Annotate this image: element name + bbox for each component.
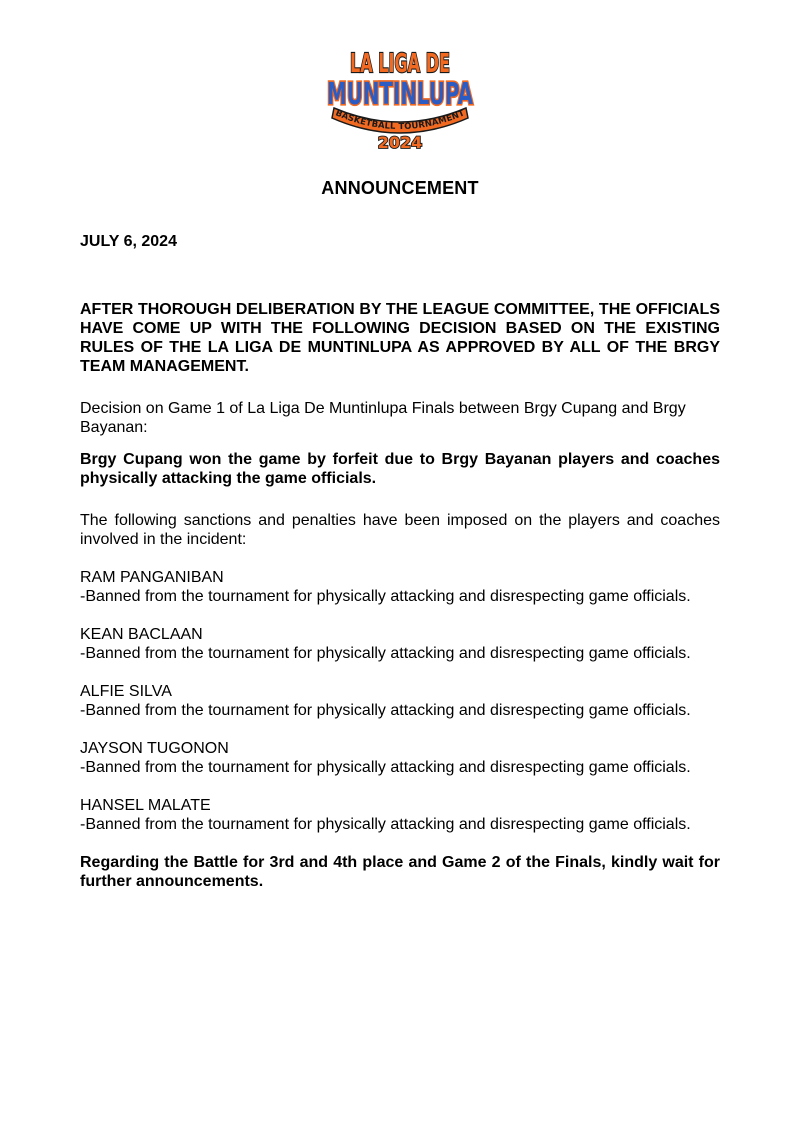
announcement-date: JULY 6, 2024: [80, 233, 177, 250]
sanction-entry: [80, 739, 720, 777]
announcement-title: ANNOUNCEMENT: [321, 178, 479, 198]
sanction-entry: [80, 682, 720, 720]
player-name: ALFIE SILVA: [80, 683, 172, 700]
announcement-body: [80, 232, 720, 891]
decision-intro: Decision on Game 1 of La Liga De Muntinlupa Finals between Brgy Cupang and Brgy Bayanan:: [80, 400, 686, 436]
player-penalty: -Banned from the tournament for physically attacking and disrespecting game officials.: [80, 702, 691, 719]
player-penalty: -Banned from the tournament for physically attacking and disrespecting game officials.: [80, 645, 691, 662]
player-name: KEAN BACLAAN: [80, 626, 203, 643]
player-name: JAYSON TUGONON: [80, 740, 229, 757]
decision-statement: Brgy Cupang won the game by forfeit due to Brgy Bayanan players and coaches physically attacking the game officials.: [80, 451, 720, 487]
player-penalty: -Banned from the tournament for physically attacking and disrespecting game officials.: [80, 588, 691, 605]
sanction-entry: [80, 796, 720, 834]
sanction-entry: [80, 568, 720, 606]
svg-text:MUNTINLUPA: MUNTINLUPA: [327, 77, 474, 112]
svg-text:2024: 2024: [377, 133, 423, 152]
svg-text:BASKETBALL TOURNAMENT: BASKETBALL TOURNAMENT: [333, 108, 467, 133]
committee-preamble: AFTER THOROUGH DELIBERATION BY THE LEAGUE COMMITTEE, THE OFFICIALS HAVE COME UP WITH THE FOLLOWING DECISION BASED ON THE EXISTING RULES OF THE LA LIGA DE MUNTINLUPA AS APPROVED BY ALL OF THE BRGY TEAM MANAGEMENT.: [80, 301, 720, 375]
league-logo: [322, 44, 478, 154]
sanctions-intro: The following sanctions and penalties have been imposed on the players and coaches involved in the incident:: [80, 512, 720, 548]
player-penalty: -Banned from the tournament for physically attacking and disrespecting game officials.: [80, 816, 691, 833]
player-penalty: -Banned from the tournament for physically attacking and disrespecting game officials.: [80, 759, 691, 776]
svg-text:LA LIGA DE: LA LIGA DE: [350, 49, 450, 79]
player-name: HANSEL MALATE: [80, 797, 211, 814]
player-name: RAM PANGANIBAN: [80, 569, 224, 586]
sanction-entry: [80, 625, 720, 663]
closing-note: Regarding the Battle for 3rd and 4th place and Game 2 of the Finals, kindly wait for further announcements.: [80, 854, 720, 890]
